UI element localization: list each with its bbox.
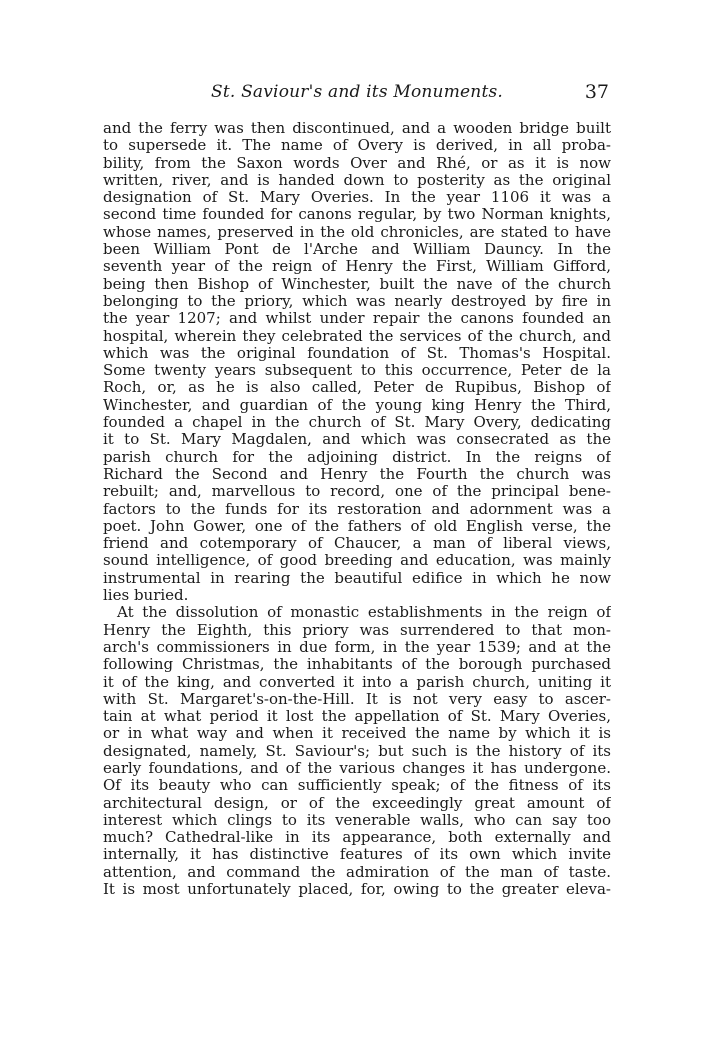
page-number: 37: [584, 81, 609, 103]
running-title: St. Saviour's and its Monuments.: [210, 82, 503, 102]
paragraph: [103, 604, 611, 898]
text-line: with St. Margaret's-on-the-Hill. It is not very easy to ascer-: [103, 690, 611, 708]
text-line: sound intelligence, of good breeding and education, was mainly: [103, 552, 611, 570]
text-line: which was the original foundation of St. Thomas's Hospital.: [103, 344, 611, 362]
page-header: [103, 82, 611, 108]
text-line: it of the king, and converted it into a parish church, uniting it: [103, 673, 611, 691]
text-line: founded a chapel in the church of St. Mary Overy, dedicating: [103, 414, 611, 432]
text-line: following Christmas, the inhabitants of the borough purchased: [103, 656, 611, 674]
text-line: belonging to the priory, which was nearly destroyed by fire in: [103, 292, 611, 310]
paragraph: [103, 120, 611, 604]
text-line: internally, it has distinctive features of its own which invite: [103, 846, 611, 864]
text-line: Roch, or, as he is also called, Peter de Rupibus, Bishop of: [103, 379, 611, 397]
text-line: it to St. Mary Magdalen, and which was consecrated as the: [103, 431, 611, 449]
text-line: much? Cathedral-like in its appearance, both externally and: [103, 829, 611, 847]
text-line: hospital, wherein they celebrated the services of the church, and: [103, 327, 611, 345]
text-line: or in what way and when it received the name by which it is: [103, 725, 611, 743]
text-line: arch's commissioners in due form, in the year 1539; and at the: [103, 638, 611, 656]
text-line: being then Bishop of Winchester, built the nave of the church: [103, 275, 611, 293]
text-line: factors to the funds for its restoration and adornment was a: [103, 500, 611, 518]
text-line: instrumental in rearing the beautiful edifice in which he now: [103, 569, 611, 587]
text-line: lies buried.: [103, 587, 189, 605]
text-line: Winchester, and guardian of the young king Henry the Third,: [103, 396, 611, 414]
text-line: written, river, and is handed down to posterity as the original: [103, 171, 611, 189]
text-line: interest which clings to its venerable walls, who can say too: [103, 811, 611, 829]
body-text: [103, 120, 611, 898]
text-line: poet. John Gower, one of the fathers of old English verse, the: [103, 517, 611, 535]
text-line: tain at what period it lost the appellation of St. Mary Overies,: [103, 708, 611, 726]
text-line: Some twenty years subsequent to this occurrence, Peter de la: [103, 362, 611, 380]
text-line: Henry the Eighth, this priory was surrendered to that mon-: [103, 621, 611, 639]
text-line: and the ferry was then discontinued, and a wooden bridge built: [103, 120, 611, 137]
text-line: architectural design, or of the exceedingly great amount of: [103, 794, 611, 812]
text-line: rebuilt; and, marvellous to record, one of the principal bene-: [103, 483, 611, 501]
text-line: early foundations, and of the various changes it has undergone.: [103, 759, 611, 777]
text-line: been William Pont de l'Arche and William Dauncy. In the: [103, 241, 611, 259]
text-line: It is most unfortunately placed, for, owing to the greater eleva-: [103, 881, 611, 899]
text-line: parish church for the adjoining district. In the reigns of: [103, 448, 611, 466]
text-line: the year 1207; and whilst under repair the canons founded an: [103, 310, 611, 328]
text-line: friend and cotemporary of Chaucer, a man of liberal views,: [103, 535, 611, 553]
text-line: At the dissolution of monastic establishments in the reign of: [117, 604, 611, 622]
text-line: seventh year of the reign of Henry the First, William Gifford,: [103, 258, 611, 276]
text-line: attention, and command the admiration of the man of taste.: [103, 863, 611, 881]
text-line: designation of St. Mary Overies. In the year 1106 it was a: [103, 189, 611, 207]
text-line: Of its beauty who can sufficiently speak; of the fitness of its: [103, 777, 611, 795]
text-line: Richard the Second and Henry the Fourth the church was: [103, 465, 611, 483]
text-line: bility, from the Saxon words Over and Rhé, or as it is now: [103, 154, 611, 172]
text-line: to supersede it. The name of Overy is derived, in all proba-: [103, 137, 611, 155]
text-line: second time founded for canons regular, by two Norman knights,: [103, 206, 611, 224]
text-line: designated, namely, St. Saviour's; but such is the history of its: [103, 742, 611, 760]
text-line: whose names, preserved in the old chronicles, are stated to have: [103, 223, 611, 241]
